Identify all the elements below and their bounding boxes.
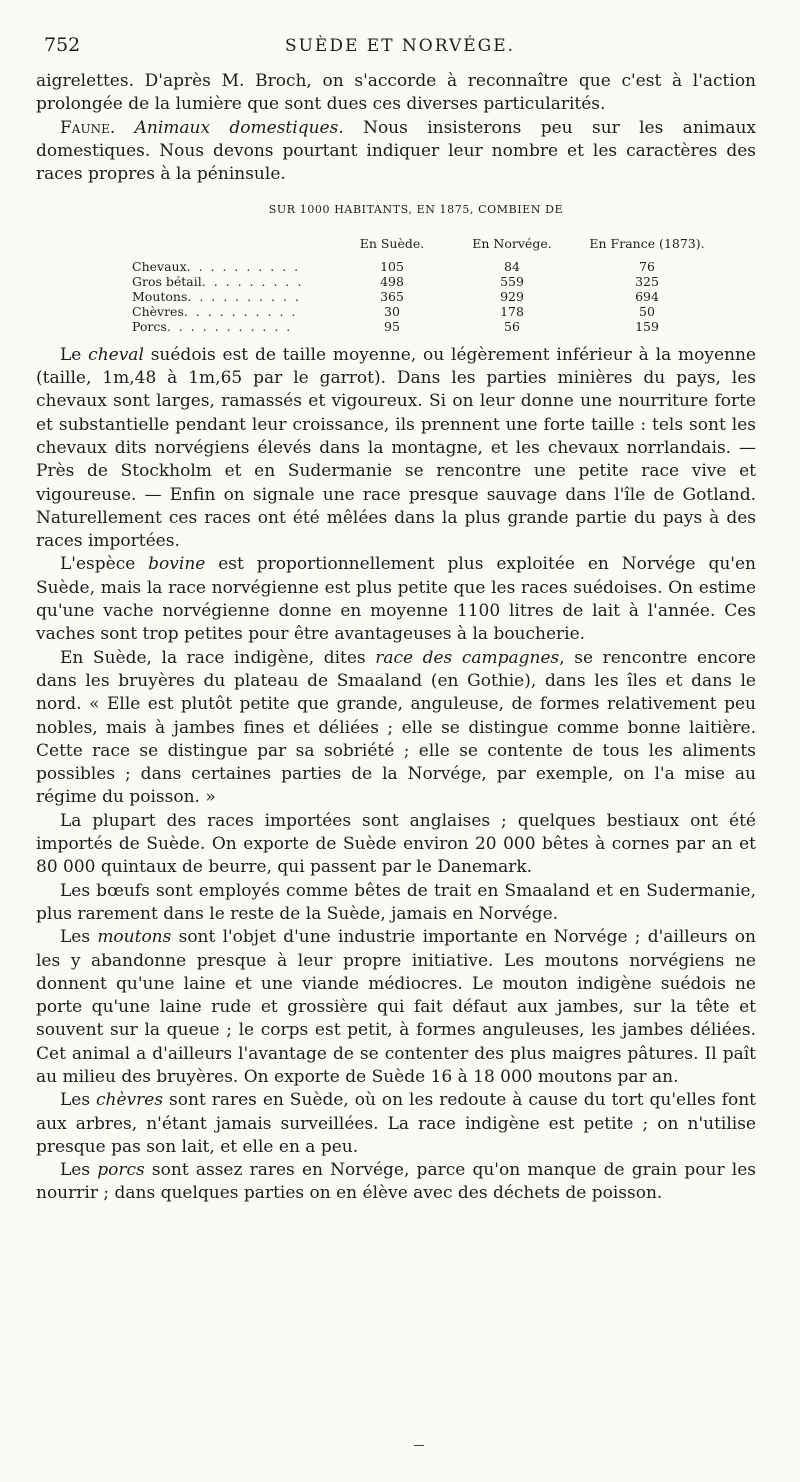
row-label-text: Gros bétail <box>132 273 202 289</box>
column-header-suede: En Suède. <box>359 235 425 251</box>
running-title: SUÈDE ET NORVÉGE. <box>284 36 516 56</box>
livestock-table <box>132 236 722 334</box>
paragraph-faune <box>36 117 756 187</box>
text-run: , se rencontre encore dans les bruyères du plateau de Smaaland (en Gothie), dans les îles et dans le nord. « Elle est plutôt petite que grande, anguleuse, de formes relativement peu nobles, mais à jambes fines et déliées ; elle se distingue comme bonne laitière. Cette race se distingue par sa sobriété ; elle se contente de tous les aliments possibles ; dans certaines parties de la Norvége, par exemple, on l'a mise au régime du poisson. » <box>36 647 756 808</box>
table-caption: SUR 1000 HABITANTS, EN 1875, COMBIEN DE <box>268 203 564 217</box>
row-label-text: Porcs <box>132 318 167 334</box>
paragraph-continuation: aigrelettes. D'après M. Broch, on s'accorde à reconnaître que c'est à l'action prolongée de la lumière que sont dues ces diverses particularités. <box>36 71 756 115</box>
text-run: L'espèce <box>60 554 149 575</box>
table-row <box>132 319 722 334</box>
leader-dots: . . . . . . . . . . <box>183 303 298 319</box>
row-label <box>132 319 332 334</box>
table-cell: 498 <box>380 273 404 289</box>
paragraph-campagnes <box>36 647 756 810</box>
table-cell: 56 <box>504 318 520 334</box>
leader-dots: . . . . . . . . . . <box>186 258 301 274</box>
paragraph-chevres <box>36 1089 756 1159</box>
table-header-empty <box>132 236 332 259</box>
table-cell: 76 <box>639 258 655 274</box>
leader-dots: . . . . . . . . . . . <box>166 318 293 334</box>
row-label-text: Moutons <box>132 288 188 304</box>
text-run: Les <box>60 1090 97 1111</box>
body-text <box>36 70 756 1206</box>
faune-text: Nous insisterons peu sur les animaux domestiques. Nous devons pourtant indiquer leur nombre et les caractères des races propres à la péninsule. <box>36 117 756 185</box>
section-title-animaux: Animaux domestiques. <box>134 117 344 138</box>
leader-dots: . . . . . . . . . . <box>187 288 301 304</box>
table-cell: 50 <box>639 303 655 319</box>
emphasis-moutons: moutons <box>97 927 172 948</box>
paragraph-moutons <box>36 926 756 1089</box>
table-cell: 929 <box>500 288 524 304</box>
row-label <box>132 259 332 274</box>
footer-mark <box>414 1445 424 1446</box>
text-run: Le <box>60 344 89 365</box>
emphasis-bovine: bovine <box>148 554 206 575</box>
text-run: Les <box>60 927 98 948</box>
emphasis-porcs: porcs <box>97 1160 145 1181</box>
paragraph-porcs <box>36 1159 756 1206</box>
paragraph-bovine <box>36 553 756 646</box>
livestock-table-block <box>36 198 756 333</box>
table-row <box>132 259 722 274</box>
table-cell: 694 <box>635 288 659 304</box>
table-header-row <box>132 236 722 259</box>
row-label <box>132 274 332 289</box>
page-number: 752 <box>44 34 81 56</box>
text-run: est proportionnellement plus exploitée en Norvége qu'en Suède, mais la race norvégienne est plus petite que les races suédoises. On estime qu'une vache norvégienne donne en moyenne 1100 litres de lait à l'année. Ces vaches sont trop petites pour être avantageuses à la boucherie. <box>36 554 756 645</box>
row-label-text: Chèvres <box>132 303 184 319</box>
paragraph-boeufs: Les bœufs sont employés comme bêtes de trait en Smaaland et en Sudermanie, plus rarement dans le reste de la Suède, jamais en Norvége. <box>36 880 756 924</box>
text-run: suédois est de taille moyenne, ou légèrement inférieur à la moyenne (taille, 1m,48 à 1m,65 par le garrot). Dans les parties minières du pays, les chevaux sont larges, ramassés et vigoureux. Si on leur donne une nourriture forte et substantielle pendant leur croissance, ils prennent une forte taille : tels sont les chevaux dits norvégiens élevés dans la montagne, et les chevaux norrlandais. — Près de Stockholm et en Sudermanie se rencontre une petite race vive et vigoureuse. — Enfin on signale une race presque sauvage dans l'île de Gotland. Naturellement ces races ont été mêlées dans la plus grande partie du pays à des races importées. <box>36 344 756 552</box>
table-cell: 178 <box>500 303 524 319</box>
row-label <box>132 289 332 304</box>
table-row <box>132 289 722 304</box>
paragraph-importees: La plupart des races importées sont anglaises ; quelques bestiaux ont été importés de Suède. On exporte de Suède environ 20 000 bêtes à cornes par an et 80 000 quintaux de beurre, qui passent par le Danemark. <box>36 810 756 878</box>
row-label-text: Chevaux <box>132 258 187 274</box>
emphasis-race-des-campagnes: race des campagnes <box>375 647 560 668</box>
paragraph-cheval <box>36 344 756 554</box>
leader-dots: . . . . . . . . . <box>201 273 304 289</box>
table-row <box>132 274 722 289</box>
emphasis-chevres: chèvres <box>96 1090 164 1111</box>
row-label <box>132 304 332 319</box>
text-run: sont l'objet d'une industrie importante en Norvége ; d'ailleurs on les y abandonne presque à leur propre initiative. Les moutons norvégiens ne donnent qu'une laine et une viande médiocres. Le mouton indigène suédois ne porte qu'une laine rude et grossière qui fait défaut aux jambes, sur la tête et souvent sur la queue ; le corps est petit, à formes anguleuses, les jambes déliées. Cet animal a d'ailleurs l'avantage de se contenter des plus maigres pâtures. Il paît au milieu des bruyères. On exporte de Suède 16 à 18 000 moutons par an. <box>36 927 756 1087</box>
text-run: sont rares en Suède, où on les redoute à cause du tort qu'elles font aux arbres, n'étant jamais surveillées. La race indigène est petite ; on n'utilise presque pas son lait, et elle en a peu. <box>36 1090 756 1157</box>
table-cell: 159 <box>635 318 659 334</box>
table-cell: 95 <box>384 318 400 334</box>
table-row <box>132 304 722 319</box>
table-cell: 365 <box>380 288 404 304</box>
emphasis-cheval: cheval <box>88 344 144 365</box>
column-header-france: En France (1873). <box>589 235 705 251</box>
table-cell: 84 <box>504 258 520 274</box>
text-run: En Suède, la race indigène, dites <box>60 647 376 668</box>
table-cell: 105 <box>380 258 404 274</box>
text-run: sont assez rares en Norvége, parce qu'on manque de grain pour les nourrir ; dans quelques parties on en élève avec des déchets de poisson. <box>36 1160 756 1204</box>
column-header-norvege: En Norvége. <box>472 235 552 251</box>
section-label-faune: Faune. <box>60 117 116 138</box>
table-cell: 325 <box>635 273 659 289</box>
table-cell: 30 <box>384 303 400 319</box>
table-cell: 559 <box>500 273 524 289</box>
text-run: Les <box>60 1160 98 1181</box>
page-header <box>44 34 756 64</box>
